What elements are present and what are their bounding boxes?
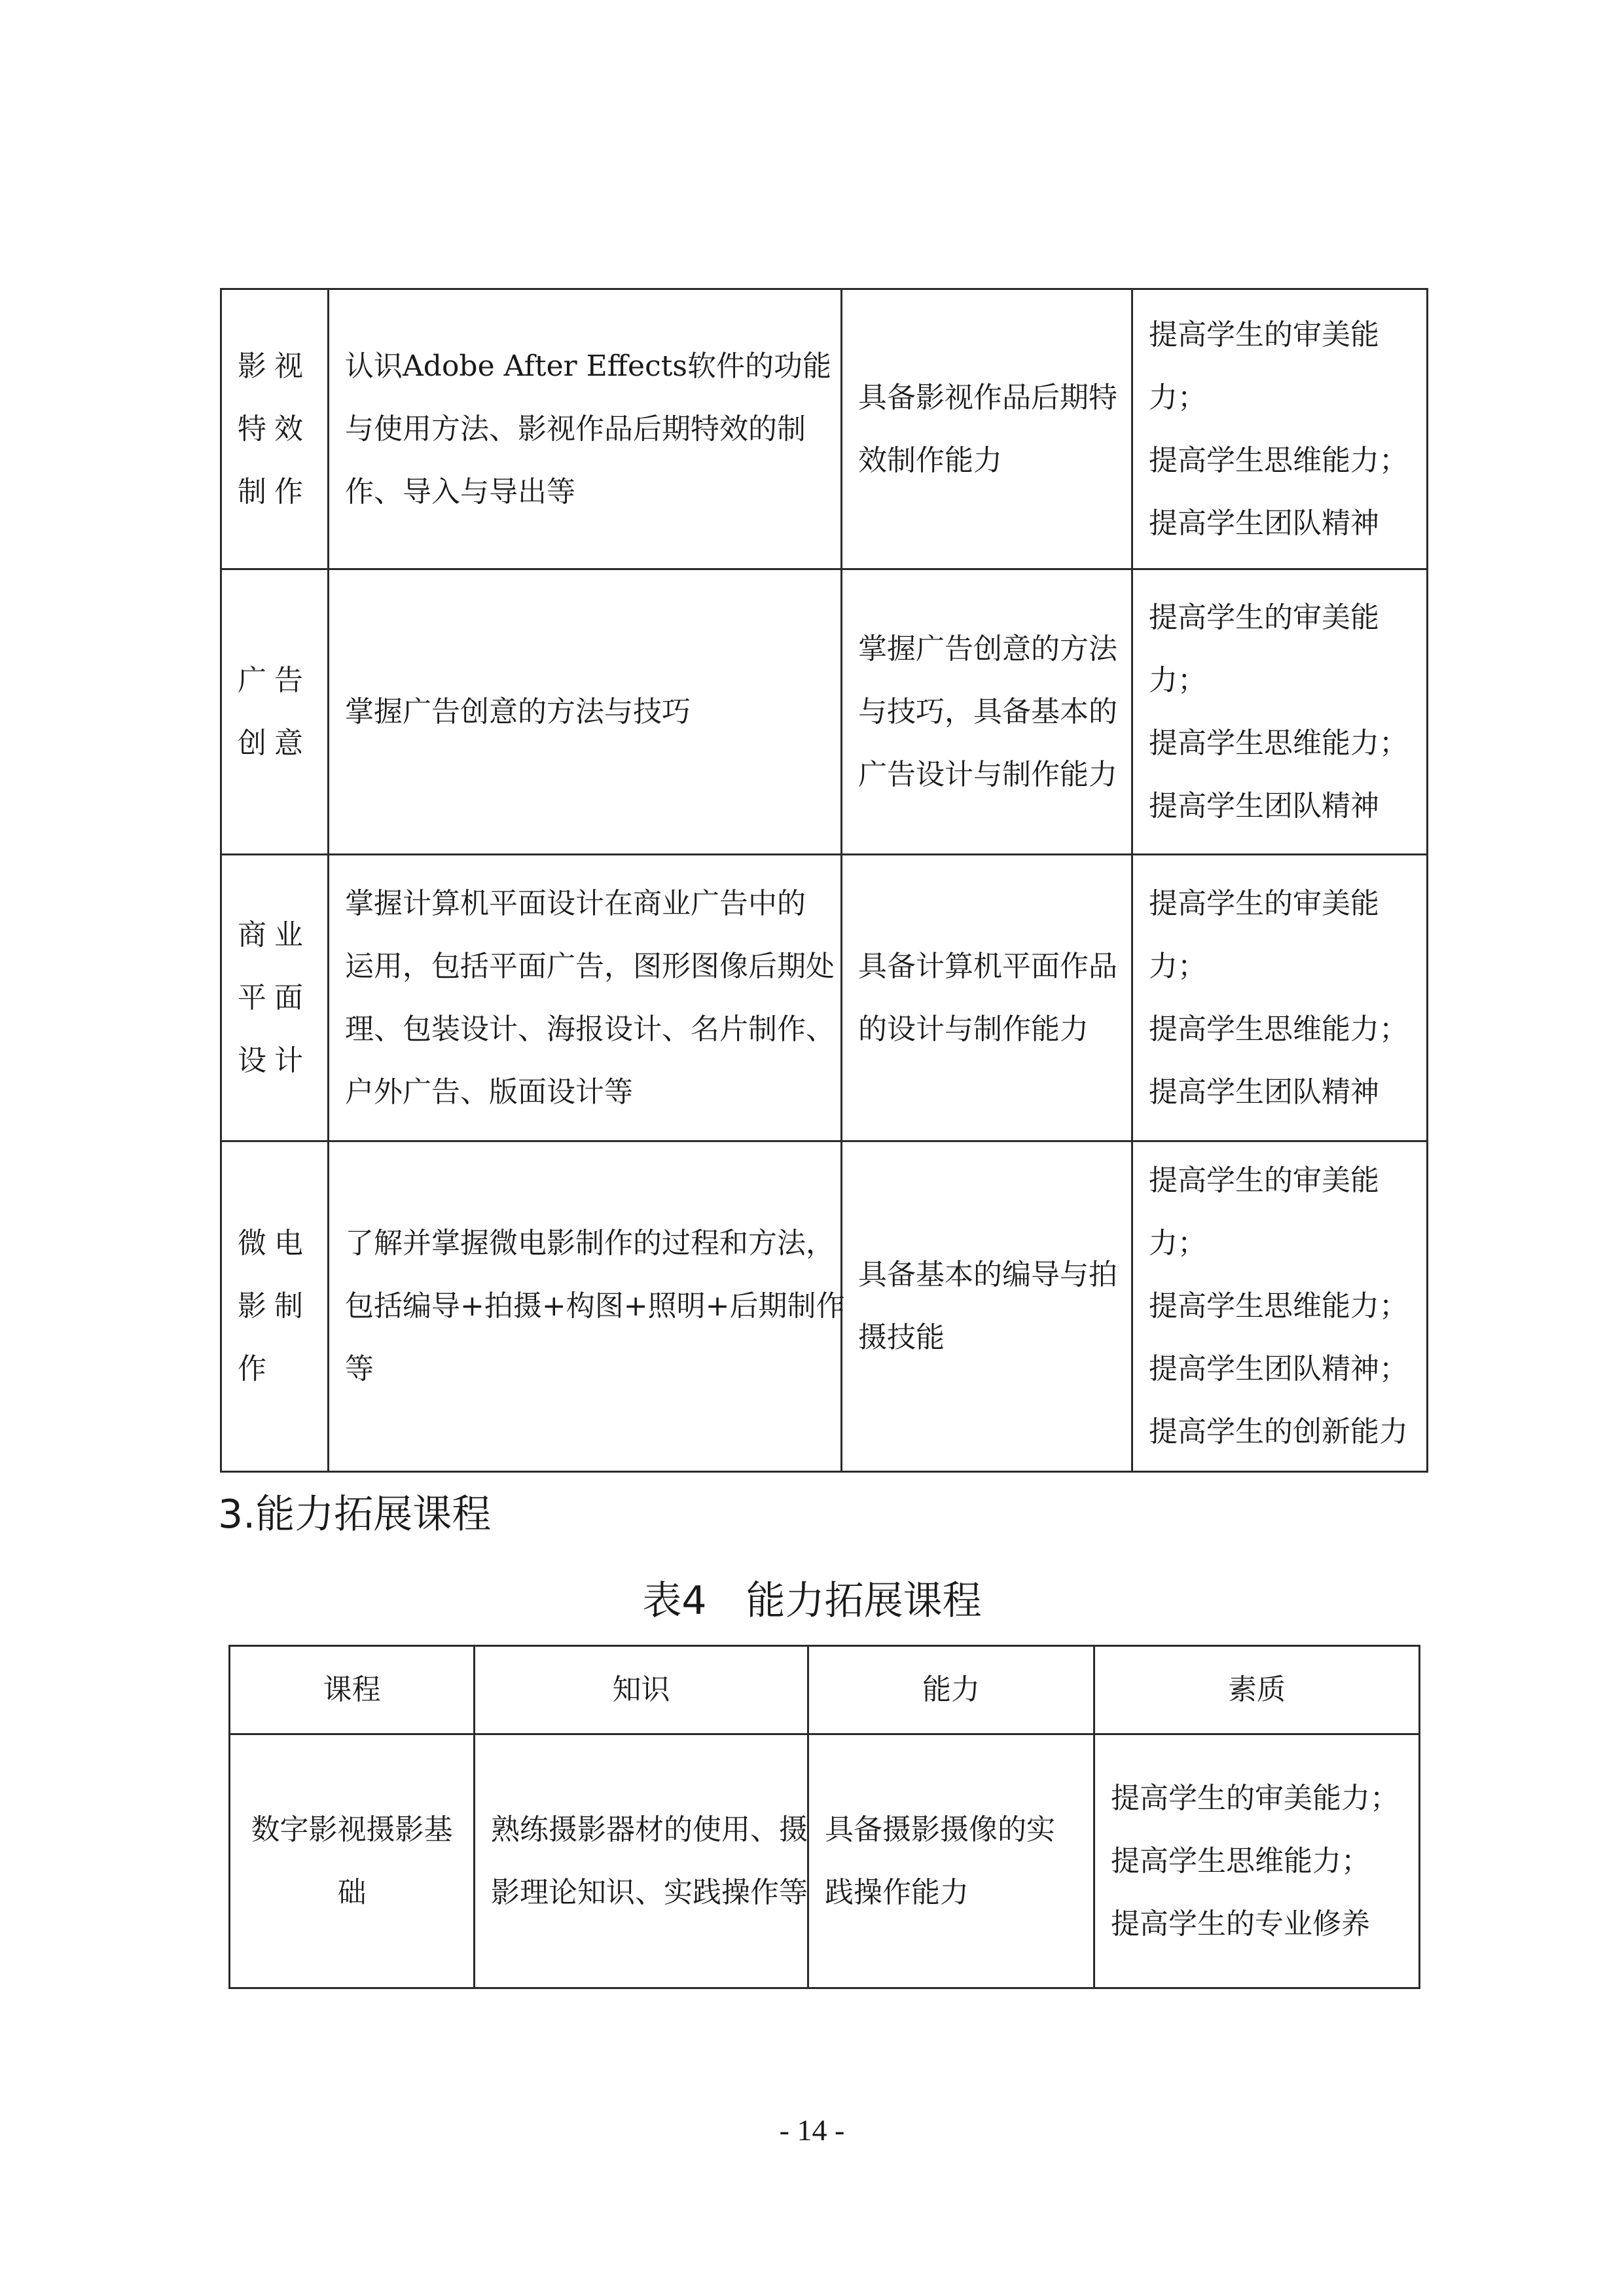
quality-cell-line: 提高学生的审美能 (1149, 886, 1379, 920)
course-cell-line: 微电 (238, 1227, 311, 1260)
course-cell-line: 广告 (238, 663, 311, 697)
quality-cell-line: 提高学生的审美能 (1149, 1164, 1379, 1197)
knowledge-cell-line: 掌握广告创意的方法与技巧 (345, 694, 691, 728)
course-cell-line: 特效 (238, 412, 311, 446)
quality-cell-line: 提高学生团队精神 (1149, 789, 1379, 823)
section-heading: 3.能力拓展课程 (218, 1492, 492, 1537)
knowledge-cell-line: 影理论知识、实践操作等 (491, 1875, 808, 1909)
course-cell-line: 设计 (238, 1043, 311, 1077)
ability-cell-line: 与技巧，具备基本的 (858, 694, 1117, 728)
course-cell-line: 作 (238, 1352, 274, 1386)
quality-cell (1094, 1734, 1420, 1988)
ability-cell-line: 具备影视作品后期特 (858, 380, 1117, 414)
quality-cell-line: 提高学生的审美能 (1149, 600, 1379, 634)
quality-cell-line: 力； (1149, 1227, 1206, 1260)
ability-cell-line: 具备摄影摄像的实 (825, 1812, 1055, 1846)
course-cell-line: 制作 (238, 475, 311, 509)
ability-cell-line: 的设计与制作能力 (858, 1012, 1089, 1046)
course-cell-line: 创意 (238, 726, 311, 760)
ability-cell-line: 具备基本的编导与拍 (858, 1258, 1117, 1291)
knowledge-cell (329, 1141, 845, 1472)
table-header-row (230, 1646, 1420, 1734)
ability-cell-line: 效制作能力 (858, 443, 1002, 477)
header-cell: 课程 (230, 1646, 475, 1734)
ability-cell (808, 1734, 1094, 1988)
quality-cell-line: 力； (1149, 663, 1206, 697)
table-row (221, 855, 1428, 1141)
quality-cell-line: 提高学生团队精神 (1149, 1075, 1379, 1109)
ability-cell (842, 569, 1132, 855)
quality-cell-line: 提高学生思维能力； (1149, 726, 1408, 760)
knowledge-cell-line: 了解并掌握微电影制作的过程和方法， (345, 1227, 835, 1260)
knowledge-cell-line: 户外广告、版面设计等 (345, 1075, 633, 1109)
knowledge-cell-line: 掌握计算机平面设计在商业广告中的 (345, 886, 806, 920)
ability-table-body (230, 1734, 1420, 1988)
knowledge-cell (329, 289, 842, 569)
ability-cell-line: 掌握广告创意的方法 (858, 632, 1117, 666)
quality-cell-line: 提高学生思维能力； (1111, 1844, 1370, 1878)
knowledge-cell-line: 包括编导+拍摄+构图+照明+后期制作 (345, 1289, 845, 1323)
quality-cell-line: 提高学生思维能力； (1149, 1289, 1408, 1323)
ability-extension-table (228, 1645, 1420, 1989)
header-cell: 素质 (1094, 1646, 1420, 1734)
ability-cell (842, 855, 1132, 1141)
table-row (221, 289, 1428, 569)
course-cell-line: 数字影视摄影基 (251, 1812, 453, 1846)
ability-cell (842, 1141, 1132, 1472)
header-cell: 能力 (808, 1646, 1094, 1734)
quality-cell (1132, 855, 1428, 1141)
course-cell-line: 影制 (238, 1289, 311, 1323)
quality-cell-line: 力； (1149, 380, 1206, 414)
quality-cell (1132, 569, 1428, 855)
header-cell: 知识 (475, 1646, 808, 1734)
table-row (221, 569, 1428, 855)
ability-cell (842, 289, 1132, 569)
page-number: - 14 - (779, 2113, 845, 2147)
knowledge-cell (329, 855, 842, 1141)
knowledge-cell-line: 作、导入与导出等 (345, 475, 575, 509)
quality-cell (1132, 1141, 1428, 1472)
course-cell (221, 855, 329, 1141)
quality-cell-line: 提高学生的审美能 (1149, 317, 1379, 351)
knowledge-cell-line: 熟练摄影器材的使用、摄 (491, 1812, 808, 1846)
course-cell-line: 础 (337, 1875, 367, 1909)
course-cell-line: 平面 (238, 980, 311, 1014)
quality-cell-line: 力； (1149, 949, 1206, 983)
knowledge-cell-line: 与使用方法、影视作品后期特效的制 (345, 412, 806, 446)
ability-cell-line: 广告设计与制作能力 (858, 757, 1117, 791)
course-table-continued (220, 288, 1428, 1473)
quality-cell-line: 提高学生的专业修养 (1111, 1907, 1370, 1941)
course-cell (230, 1734, 475, 1988)
ability-cell-line: 践操作能力 (825, 1875, 969, 1909)
quality-cell (1132, 289, 1428, 569)
knowledge-cell-line: 认识Adobe After Effects软件的功能 (345, 349, 831, 383)
knowledge-cell-line: 运用，包括平面广告，图形图像后期处 (345, 949, 835, 983)
quality-cell-line: 提高学生思维能力； (1149, 1012, 1408, 1046)
quality-cell-line: 提高学生团队精神 (1149, 506, 1379, 540)
knowledge-cell (329, 569, 842, 855)
quality-cell-line: 提高学生思维能力； (1149, 443, 1408, 477)
quality-cell-line: 提高学生的审美能力； (1111, 1781, 1399, 1815)
table-caption: 表4 能力拓展课程 (642, 1578, 982, 1624)
quality-cell-line: 提高学生的创新能力 (1149, 1415, 1408, 1448)
course-table-body (221, 289, 1428, 1472)
ability-cell-line: 摄技能 (858, 1321, 945, 1354)
knowledge-cell-line: 理、包装设计、海报设计、名片制作、 (345, 1012, 835, 1046)
course-cell-line: 影视 (238, 349, 311, 383)
knowledge-cell-line: 等 (345, 1352, 374, 1386)
course-cell (221, 1141, 329, 1472)
knowledge-cell (475, 1734, 808, 1988)
quality-cell-line: 提高学生团队精神； (1149, 1352, 1408, 1386)
course-cell (221, 289, 329, 569)
ability-cell-line: 具备计算机平面作品 (858, 949, 1117, 983)
course-cell (221, 569, 329, 855)
table-row (221, 1141, 1428, 1472)
course-cell-line: 商业 (238, 918, 311, 952)
table-row (230, 1734, 1420, 1988)
